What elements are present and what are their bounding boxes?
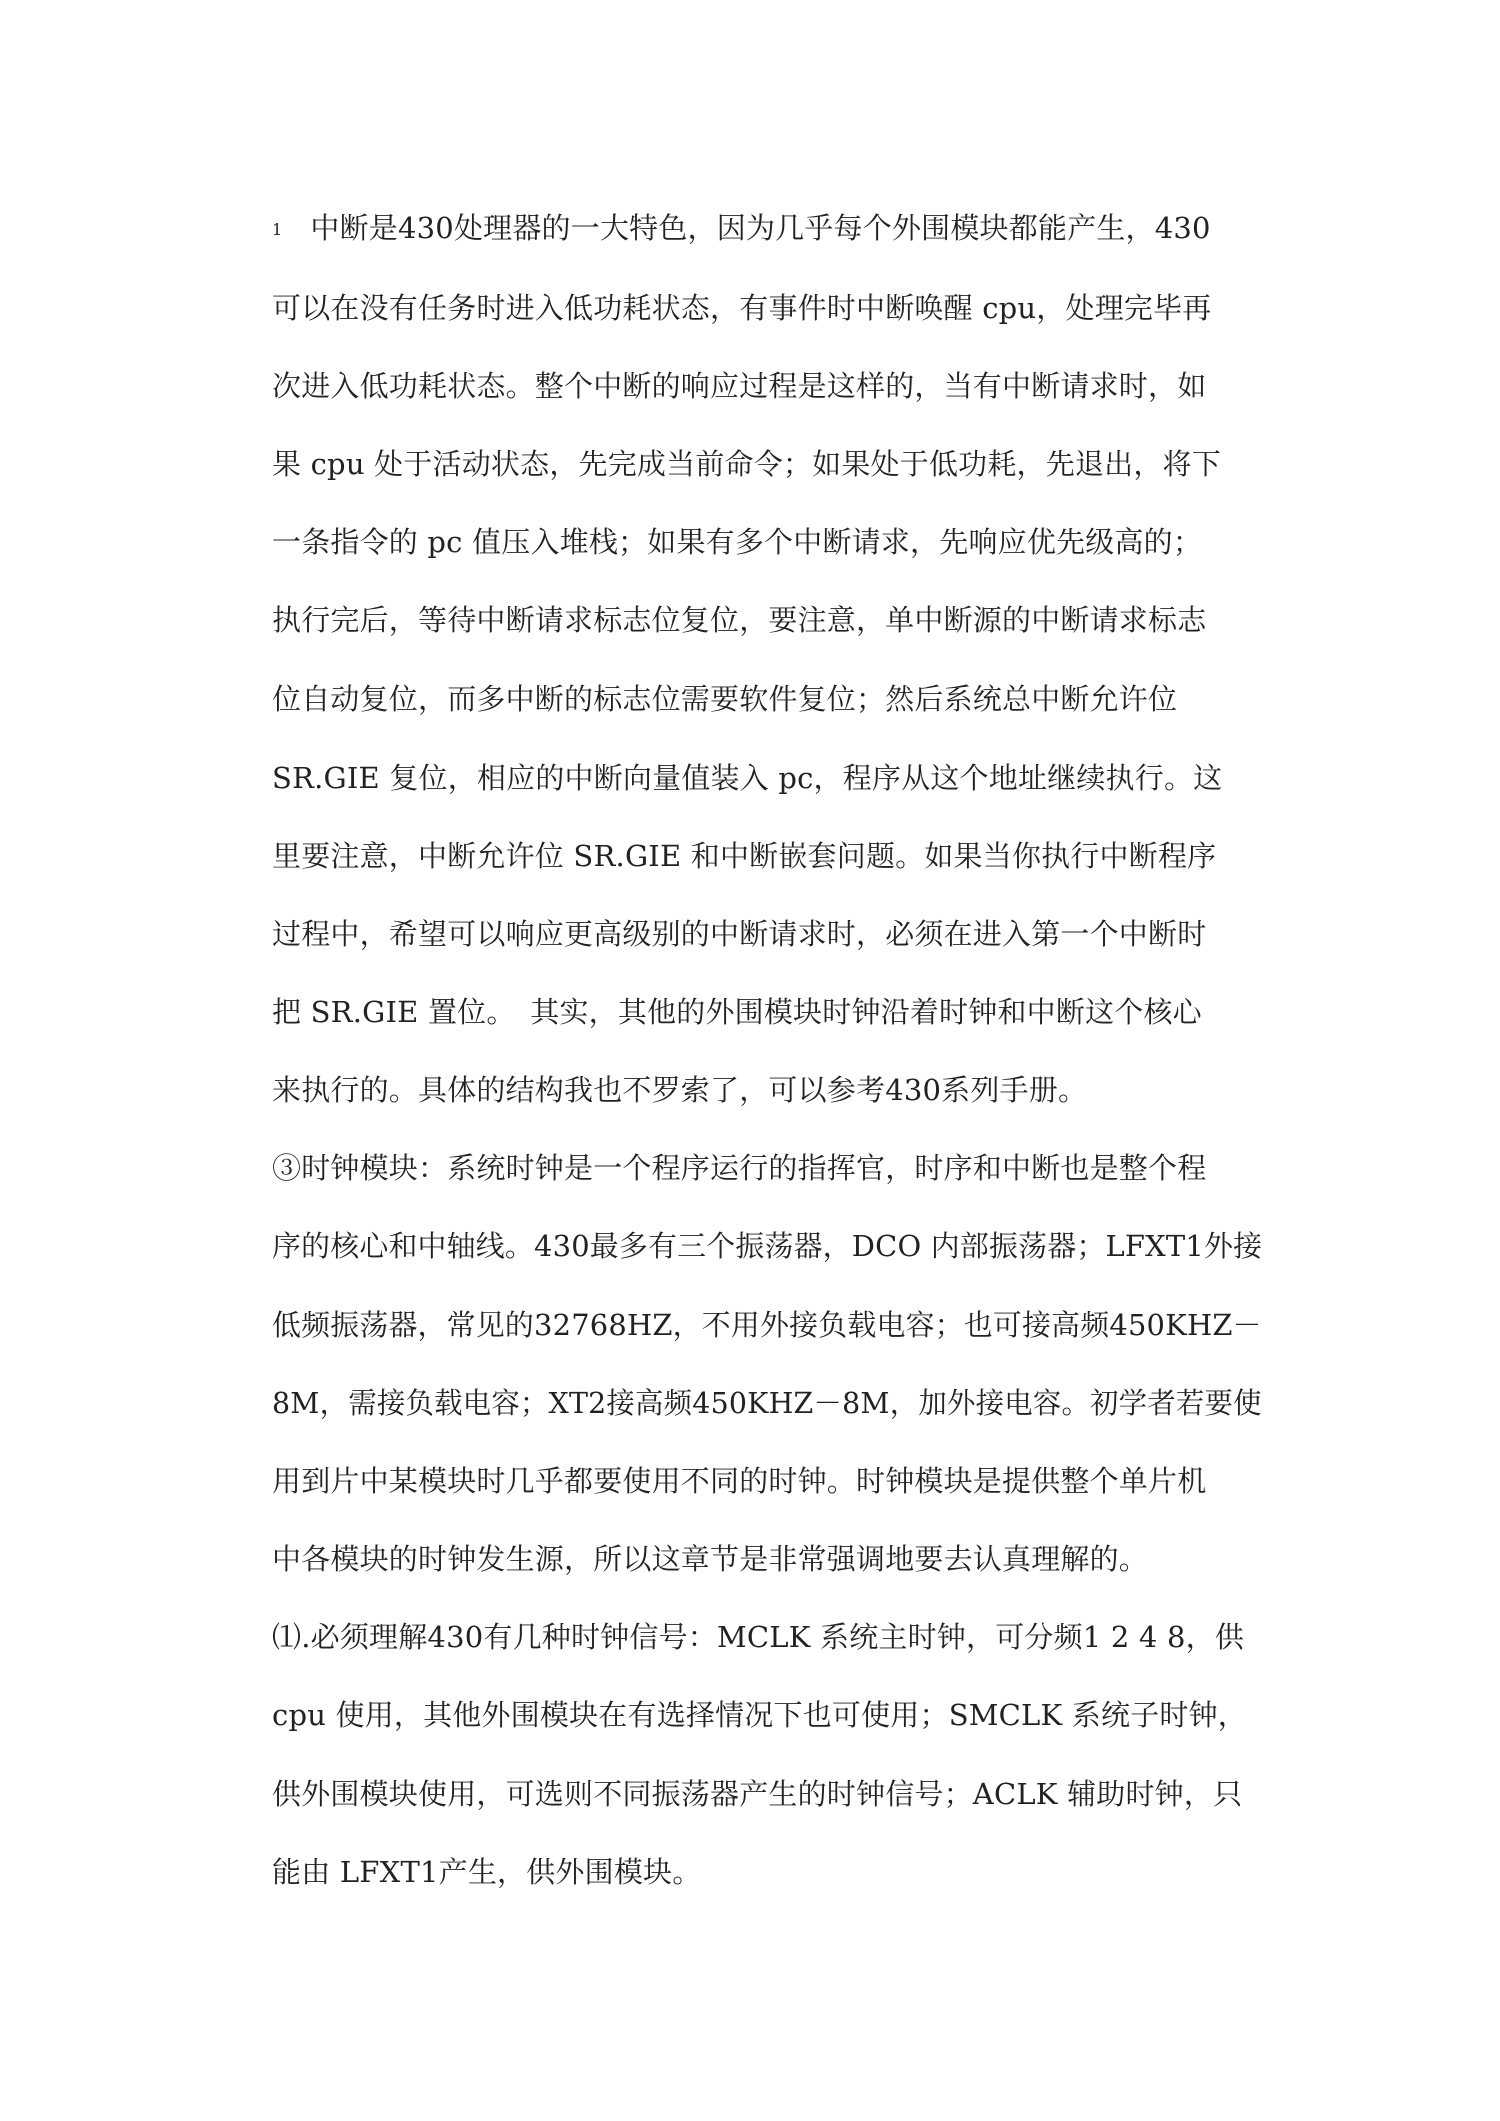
text-line-21: 供外围模块使用，可选则不同振荡器产生的时钟信号；ACLK 辅助时钟，只	[272, 1777, 1243, 1811]
line-text: 中断是430处理器的一大特色，因为几乎每个外围模块都能产生，430	[310, 211, 1211, 245]
text-line-17: 用到片中某模块时几乎都要使用不同的时钟。时钟模块是提供整个单片机	[272, 1464, 1207, 1498]
text-line-4: 果 cpu 处于活动状态，先完成当前命令；如果处于低功耗，先退出，将下	[272, 447, 1221, 481]
text-line-9: 里要注意，中断允许位 SR.GIE 和中断嵌套问题。如果当你执行中断程序	[272, 839, 1217, 873]
text-line-10: 过程中，希望可以响应更高级别的中断请求时，必须在进入第一个中断时	[272, 917, 1207, 951]
text-line-1	[272, 208, 1211, 250]
line-prefix: 1	[272, 220, 283, 239]
text-line-12: 来执行的。具体的结构我也不罗索了，可以参考430系列手册。	[272, 1073, 1088, 1107]
text-line-16: 8M，需接负载电容；XT2接高频450KHZ－8M，加外接电容。初学者若要使	[272, 1386, 1262, 1420]
text-line-3: 次进入低功耗状态。整个中断的响应过程是这样的，当有中断请求时，如	[272, 369, 1207, 403]
text-line-15: 低频振荡器，常见的32768HZ，不用外接负载电容；也可接高频450KHZ－	[272, 1308, 1262, 1342]
text-line-18: 中各模块的时钟发生源，所以这章节是非常强调地要去认真理解的。	[272, 1542, 1149, 1576]
text-line-13: ③时钟模块：系统时钟是一个程序运行的指挥官，时序和中断也是整个程	[272, 1151, 1207, 1185]
text-line-19: ⑴.必须理解430有几种时钟信号：MCLK 系统主时钟，可分频1 2 4 8，供	[272, 1620, 1245, 1654]
text-line-2: 可以在没有任务时进入低功耗状态，有事件时中断唤醒 cpu，处理完毕再	[272, 291, 1212, 325]
text-line-14: 序的核心和中轴线。430最多有三个振荡器，DCO 内部振荡器；LFXT1外接	[272, 1229, 1263, 1263]
text-line-22: 能由 LFXT1产生，供外围模块。	[272, 1855, 702, 1889]
text-line-6: 执行完后，等待中断请求标志位复位，要注意，单中断源的中断请求标志	[272, 603, 1207, 637]
text-line-20: cpu 使用，其他外围模块在有选择情况下也可使用；SMCLK 系统子时钟，	[272, 1698, 1247, 1732]
text-line-11: 把 SR.GIE 置位。 其实，其他的外围模块时钟沿着时钟和中断这个核心	[272, 995, 1202, 1029]
text-line-5: 一条指令的 pc 值压入堆栈；如果有多个中断请求，先响应优先级高的；	[272, 525, 1203, 559]
text-line-8: SR.GIE 复位，相应的中断向量值装入 pc，程序从这个地址继续执行。这	[272, 761, 1223, 795]
text-line-7: 位自动复位，而多中断的标志位需要软件复位；然后系统总中断允许位	[272, 682, 1178, 716]
